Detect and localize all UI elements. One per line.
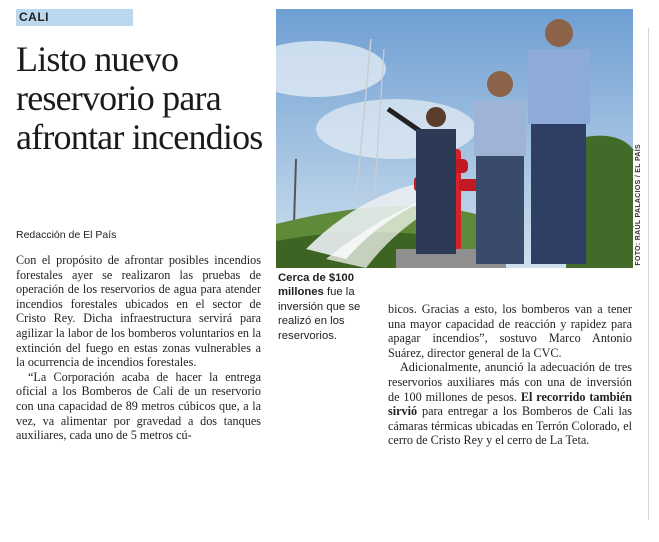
paragraph: bicos. Gracias a esto, los bomberos van a tener una mayor capacidad de reacción y rapidez para apagar incendios”, sostuvo Marco Antonio Suárez, director general de la CVC. <box>388 302 632 360</box>
headline: Listo nuevo reservorio para afrontar incendios <box>16 39 263 157</box>
column-rule <box>648 28 649 520</box>
paragraph-text: Adicionalmente, anunció la adecuación de tres reservorios auxiliares más con una de inversión de 100 millones de pesos. <box>388 360 632 404</box>
paragraph <box>388 360 632 448</box>
caption-lead: Cerca de $100 millones <box>278 272 354 299</box>
photo-illustration <box>276 9 633 268</box>
news-photo <box>276 9 633 268</box>
photo-caption <box>278 271 376 343</box>
paragraph: “La Corporación acaba de hacer la entrega oficial a los Bomberos de Cali de un reservorio con una capacidad de 89 metros cúbicos que, a la vez, va alimentar por gravedad a dos tanques auxiliares, cada uno de 5 metros cú- <box>16 369 261 443</box>
paragraph: Con el propósito de afrontar posibles incendios forestales ayer se realizaron las pruebas de operación de los reservorios de agua para atender incendios forestales ubicados en el sector de Cristo Rey. Dicha infraestructura servirá para agilizar la labor de los bomberos voluntarios en la extinción del fuego en estas zonas vulnerables a la ocurrencia de incendios forestales. <box>16 253 261 370</box>
caption-text: fue la inversión que se realizó en los reservorios. <box>278 286 361 342</box>
photo-credit: FOTO: RAÚL PALACIOS / EL PAÍS <box>635 144 642 266</box>
byline: Redacción de El País <box>16 229 117 241</box>
body-column-1 <box>16 253 261 443</box>
body-column-2 <box>388 302 632 448</box>
section-tag: CALI <box>16 9 133 26</box>
paragraph-bold-text: El recorrido también sirvió <box>388 389 632 419</box>
paragraph-text: para entregar a los Bomberos de Cali las cámaras térmicas ubicadas en Terrón Colorado, el cerro de Cristo Rey y el cerro de La Teta. <box>388 404 632 448</box>
